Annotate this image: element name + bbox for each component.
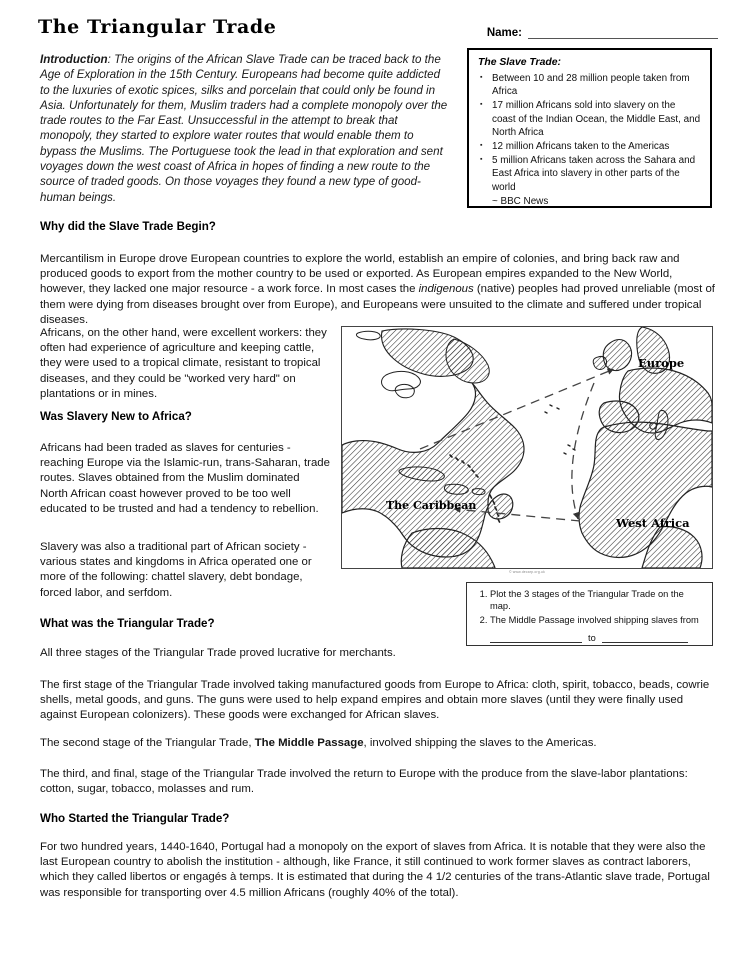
middle-passage-bold: The Middle Passage — [254, 737, 364, 749]
map-label-europe: Europe — [638, 356, 685, 370]
paragraph-mercantilism — [40, 252, 718, 328]
list-item: 2. The Middle Passage involved shipping slaves from — [490, 614, 704, 626]
section-heading-who-started: Who Started the Triangular Trade? — [40, 812, 230, 825]
map-task-box — [466, 582, 713, 646]
mercantilism-text-b: (native) peoples had proved unreliable (most of them were dying from diseases brought over from Europe), and Europeans were unsuited to the climate and suffered under tropical diseases. — [40, 283, 715, 326]
indigenous-italic: indigenous — [418, 283, 474, 296]
name-label: Name: — [486, 27, 522, 39]
task-connector-label: to — [588, 633, 596, 644]
paragraph-portugal-monopoly: For two hundred years, 1440-1640, Portugal had a monopoly on the export of slaves from Africa. It is notable that they were also the last European country to abolish the institution - although, like France, it still continued to work former slaves as contract laborers, which they called libertos or engagés à temps. It is estimated that during the 4 1/2 centuries of the trans-Atlantic slave trade, Portugal was responsible for transporting over 4.5 million Africans (roughly 40% of the total). — [40, 841, 710, 899]
fact-box-title: The Slave Trade: — [478, 57, 561, 68]
slave-trade-fact-box — [467, 48, 712, 208]
paragraph-second-stage — [40, 736, 718, 751]
paragraph-first-stage: The first stage of the Triangular Trade involved taking manufactured goods from Europe to Africa: cloth, spirit, tobacco, beads, cowrie shells, metal goods, and guns. The guns were used to help expand empires and obtain more slaves (until they were finally used against European colonizers). These goods were exchanged for African slaves. — [40, 679, 710, 722]
task-blank-row — [471, 632, 704, 643]
landmass-ireland — [593, 356, 606, 369]
fact-box-source: ~ BBC News — [492, 195, 549, 207]
list-item: ▪ 17 million Africans sold into slavery on the coast of the Indian Ocean, the Middle East, and North Africa — [478, 99, 701, 139]
island-puerto-rico — [472, 489, 485, 495]
introduction-lead: Introduction — [40, 53, 108, 66]
section-heading-why: Why did the Slave Trade Begin? — [40, 220, 216, 233]
fact-list — [478, 72, 701, 194]
section-heading-what-was: What was the Triangular Trade? — [40, 617, 215, 630]
second-stage-text-a: The second stage of the Triangular Trade, — [40, 737, 255, 749]
map-svg — [342, 327, 712, 568]
map-label-caribbean: The Caribbean — [386, 499, 477, 512]
name-input-blank[interactable] — [528, 26, 718, 39]
paragraph-third-stage: The third, and final, stage of the Triangular Trade involved the return to Europe with the produce from the slave-labor plantations: cotton, sugar, tobacco, molasses and rum. — [40, 768, 688, 796]
paragraph-african-workers: Africans, on the other hand, were excellent workers: they often had experience of agriculture and keeping cattle, they were used to a tropical climate, resistant to tropical diseases, and they could be "worked very hard" on plantations or in mines. — [40, 327, 327, 400]
second-stage-text-b: , involved shipping the slaves to the Americas. — [363, 737, 597, 749]
list-item: ▪ 5 million Africans taken across the Sahara and East Africa into slavery in other parts of the world — [478, 154, 701, 194]
map-credit: © www.decarp.org.uk — [508, 570, 546, 574]
introduction-paragraph — [40, 52, 452, 205]
list-item: 1. Plot the 3 stages of the Triangular Trade on the map. — [490, 588, 704, 613]
map-label-west-africa: West Africa — [616, 516, 690, 530]
list-item: ▪ Between 10 and 28 million people taken from Africa — [478, 72, 701, 98]
list-item: ▪ 12 million Africans taken to the Americas — [478, 140, 701, 153]
paragraph-traditional-slavery: Slavery was also a traditional part of African society - various states and kingdoms in Africa operated one or more of the following: chattel slavery, debt bondage, forced labor, and serfdom. — [40, 541, 312, 599]
paragraph-traded-centuries: Africans had been traded as slaves for centuries - reaching Europe via the Islamic-run, trans-Saharan, trade routes. Slaves obtained from the Muslim dominated North African coast however proved to be too well educated to be trusted and had a tendency to rebellion. — [40, 442, 330, 515]
page-title: The Triangular Trade — [38, 16, 277, 38]
name-field[interactable] — [487, 26, 718, 39]
triangular-trade-map — [341, 326, 713, 569]
middle-passage-destination-blank[interactable] — [602, 632, 688, 643]
page-header — [38, 16, 718, 52]
introduction-body: : The origins of the African Slave Trade can be traced back to the Age of Exploration in the 15th Century. Europeans had become quite addicted to the luxuries of exotic spices, silks and porcelain that could only be found in Asia. Unfortunately for them, Muslim traders had a complete monopoly over the trade routes to the Far East. Unsuccessful in the attempt to break that monopoly, they started to explore water routes that would enable them to bypass the Muslims. The Portuguese took the lead in that exploration and sent voyages down the west coast of Africa in hopes of finding a new route to the source of traded goods. On those voyages they found a new type of good- human beings. — [40, 53, 448, 204]
island-hispaniola — [444, 484, 468, 494]
task-list — [471, 588, 704, 626]
section-heading-was-slavery-new: Was Slavery New to Africa? — [40, 410, 192, 423]
middle-passage-origin-blank[interactable] — [490, 632, 582, 643]
mercantilism-text-a: Mercantilism in Europe drove European countries to explore the world, establish an empire of colonies, and bring back raw and produced goods to export from the mother country to be used or exported. As European empires expanded to the New World, however, they lacked one major resource - a work force. In most cases the — [40, 253, 680, 296]
paragraph-all-three-stages: All three stages of the Triangular Trade proved lucrative for merchants. — [40, 647, 396, 659]
